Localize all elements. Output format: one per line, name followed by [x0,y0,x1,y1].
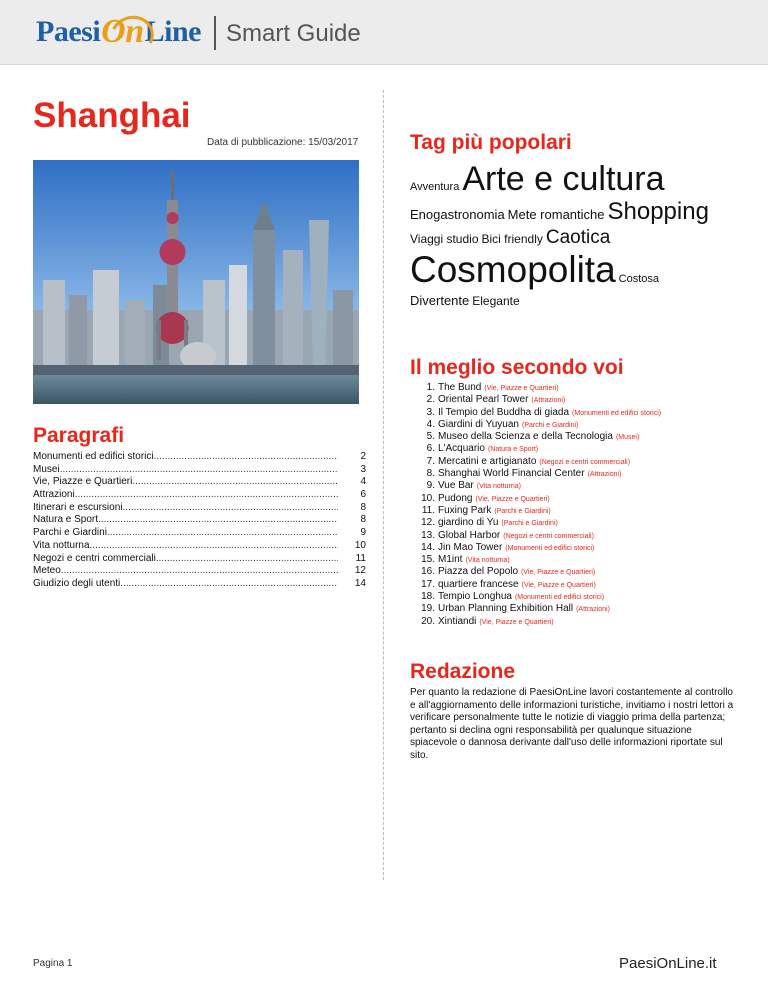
toc-entry[interactable] [33,565,366,578]
toc-leader [132,476,338,489]
toc-leader [75,489,338,502]
list-item[interactable] [410,456,750,468]
list-item[interactable] [410,579,750,591]
list-item[interactable] [410,468,750,480]
tag-shopping[interactable]: Shopping [607,198,709,225]
tag-cloud [410,160,740,309]
toc-page-number: 11 [355,552,366,564]
toc-page-number: 4 [360,476,366,488]
rank-number: 15. [421,554,435,566]
place-name: Shanghai World Financial Center [438,468,585,480]
rank-number: 1. [426,382,435,393]
toc-leader [122,502,338,515]
toc-label: Itinerari e escursioni [33,501,123,513]
toc-leader [61,565,338,578]
logo-text-right: Line [144,15,201,48]
place-name: M1int [438,554,463,566]
toc-entry[interactable] [33,514,366,527]
toc-entry[interactable] [33,451,366,464]
place-name: The Bund [438,382,482,393]
list-item[interactable] [410,419,750,431]
place-category: (Vita notturna) [465,557,510,565]
rank-number: 2. [426,394,435,406]
place-category: (Attrazioni) [531,397,566,405]
logo-text-on: On [101,13,144,50]
tag-cosmopolita[interactable]: Cosmopolita [410,249,616,290]
list-item[interactable] [410,566,750,578]
place-name: Il Tempio del Buddha di giada [438,406,570,418]
place-name: Urban Planning Exhibition Hall [438,603,574,615]
tag-bici-friendly[interactable]: Bici friendly [481,232,543,246]
place-category: (Vie, Piazze e Quartieri) [521,569,596,577]
paragraphs-heading: Paragrafi [33,424,125,447]
rank-number: 18. [421,591,435,603]
paragraphs-toc [33,451,366,591]
city-title: Shanghai [33,96,191,135]
place-name: Oriental Pearl Tower [438,394,529,406]
page-number: Pagina 1 [33,958,73,969]
toc-page-number: 10 [354,539,366,551]
toc-label: Giudizio degli utenti [33,577,121,589]
page-header [0,0,768,65]
list-item[interactable] [410,542,750,554]
place-category: (Musei) [615,434,640,442]
shanghai-skyline-photo [33,160,359,404]
list-item[interactable] [410,603,750,615]
place-name: Fuxing Park [438,504,492,516]
place-name: L'Acquario [438,443,485,455]
toc-entry[interactable] [33,540,366,553]
place-category: (Parchi e Giardini) [501,520,558,528]
toc-entry[interactable] [33,464,366,477]
place-category: (Vie, Piazze e Quartieri) [484,385,559,392]
tag-mete-romantiche[interactable]: Mete romantiche [507,207,605,222]
toc-entry[interactable] [33,553,366,566]
tag-arte-e-cultura[interactable]: Arte e cultura [462,160,665,198]
rank-number: 13. [421,529,435,541]
rank-number: 5. [426,431,435,443]
toc-page-number: 9 [360,527,366,539]
toc-label: Attrazioni [33,489,75,501]
rank-number: 8. [426,468,435,480]
place-name: Mercatini e artigianato [438,455,537,467]
list-item[interactable] [410,431,750,443]
toc-label: Parchi e Giardini [33,527,107,539]
place-category: (Vie, Piazze e Quartieri) [521,581,596,589]
list-item[interactable] [410,407,750,419]
toc-label: Natura e Sport [33,514,99,526]
toc-leader [107,527,338,540]
rank-number: 12. [421,517,435,529]
toc-label: Negozi e centri commerciali [33,552,156,564]
header-title: Smart Guide [226,20,361,47]
toc-page-number: 12 [354,565,366,577]
footer-site-link[interactable]: PaesiOnLine.it [619,955,717,972]
best-heading: Il meglio secondo voi [410,356,624,379]
toc-page-number: 2 [360,451,366,462]
rank-number: 19. [421,603,435,615]
best-list [410,382,750,628]
place-name: Piazza del Popolo [438,566,519,578]
place-name: quartiere francese [438,578,519,590]
place-name: Xintiandi [438,615,477,627]
toc-entry[interactable] [33,578,366,591]
list-item[interactable] [410,493,750,505]
list-item[interactable] [410,394,750,406]
header-divider [214,16,216,50]
place-name: Tempio Longhua [438,591,512,603]
toc-entry[interactable] [33,489,366,502]
place-category: (Monumenti ed edifici storici) [572,409,662,417]
rank-number: 7. [426,455,435,467]
toc-leader [60,464,338,477]
toc-leader [98,514,338,527]
toc-label: Monumenti ed edifici storici [33,451,154,462]
toc-page-number: 8 [360,514,366,526]
toc-page-number: 6 [360,489,366,501]
rank-number: 16. [421,566,435,578]
place-name: Global Harbor [438,529,501,541]
rank-number: 20. [421,615,435,627]
place-name: Giardini di Yuyuan [438,418,519,430]
list-item[interactable] [410,517,750,529]
toc-entry[interactable] [33,502,366,515]
list-item[interactable] [410,591,750,603]
rank-number: 14. [421,541,435,553]
list-item[interactable] [410,530,750,542]
place-category: (Monumenti ed edifici storici) [514,594,605,602]
tag-enogastronomia[interactable]: Enogastronomia [410,207,505,222]
toc-page-number: 14 [354,577,366,589]
list-item[interactable] [410,480,750,492]
column-divider [383,90,384,880]
place-name: Pudong [438,492,473,504]
rank-number: 10. [421,492,435,504]
place-category: (Parchi e Giardini) [494,507,551,515]
rank-number: 9. [426,480,435,492]
toc-label: Meteo [33,565,61,577]
toc-leader [154,451,338,464]
rank-number: 17. [421,578,435,590]
place-category: (Attrazioni) [587,471,622,479]
toc-label: Musei [33,463,60,475]
toc-leader [156,553,338,566]
tags-heading: Tag più popolari [410,131,572,154]
tag-costosa[interactable]: Costosa [618,273,660,285]
toc-page-number: 8 [360,501,366,513]
tag-caotica[interactable]: Caotica [545,227,611,248]
publication-date: Data di pubblicazione: 15/03/2017 [207,137,359,148]
place-category: (Natura e Sport) [487,446,539,454]
place-category: (Vie, Piazze e Quartieri) [475,495,550,503]
toc-leader [120,578,338,591]
rank-number: 4. [426,418,435,430]
place-category: (Parchi e Giardini) [521,421,579,429]
paesionline-logo[interactable] [36,12,201,52]
rank-number: 11. [421,504,435,516]
logo-text-left: Paesi [36,15,101,48]
redazione-heading: Redazione [410,660,516,683]
tag-avventura[interactable]: Avventura [410,181,460,193]
place-name: Jin Mao Tower [438,541,503,553]
toc-entry[interactable] [33,527,366,540]
place-name: Vue Bar [438,480,474,492]
tag-viaggi-studio[interactable]: Viaggi studio [410,232,479,246]
place-name: Museo della Scienza e della Tecnologia [438,431,613,443]
place-category: (Monumenti ed edifici storici) [505,544,595,552]
rank-number: 6. [426,443,435,455]
tag-elegante[interactable]: Elegante [472,294,520,308]
rank-number: 3. [426,406,435,418]
place-category: (Negozi e centri commerciali) [503,532,594,540]
toc-page-number: 3 [360,463,366,475]
toc-entry[interactable] [33,476,366,489]
place-category: (Attrazioni) [576,606,610,614]
place-category: (Negozi e centri commerciali) [539,458,631,466]
list-item[interactable] [410,382,750,394]
redazione-text: Per quanto la redazione di PaesiOnLine lavori costantemente al controllo e all'aggiornamento delle informazioni turistiche, invitiamo i nostri lettori a verificare personalmente tutte le notizie di viaggio prima della partenza; pertanto si declina ogni responsabilità per qualunque situazione spiacevole o dannosa derivante dall'uso delle informazioni riportate sul sito. [410,687,734,761]
list-item[interactable] [410,554,750,566]
toc-label: Vie, Piazze e Quartieri [33,476,133,488]
tag-divertente[interactable]: Divertente [410,293,470,308]
list-item[interactable] [410,443,750,455]
place-name: giardino di Yu [438,517,499,529]
place-category: (Vie, Piazze e Quartieri) [479,618,554,626]
toc-label: Vita notturna [33,539,90,551]
list-item[interactable] [410,616,750,628]
place-category: (Vita notturna) [476,483,521,491]
list-item[interactable] [410,505,750,517]
toc-leader [90,540,338,553]
